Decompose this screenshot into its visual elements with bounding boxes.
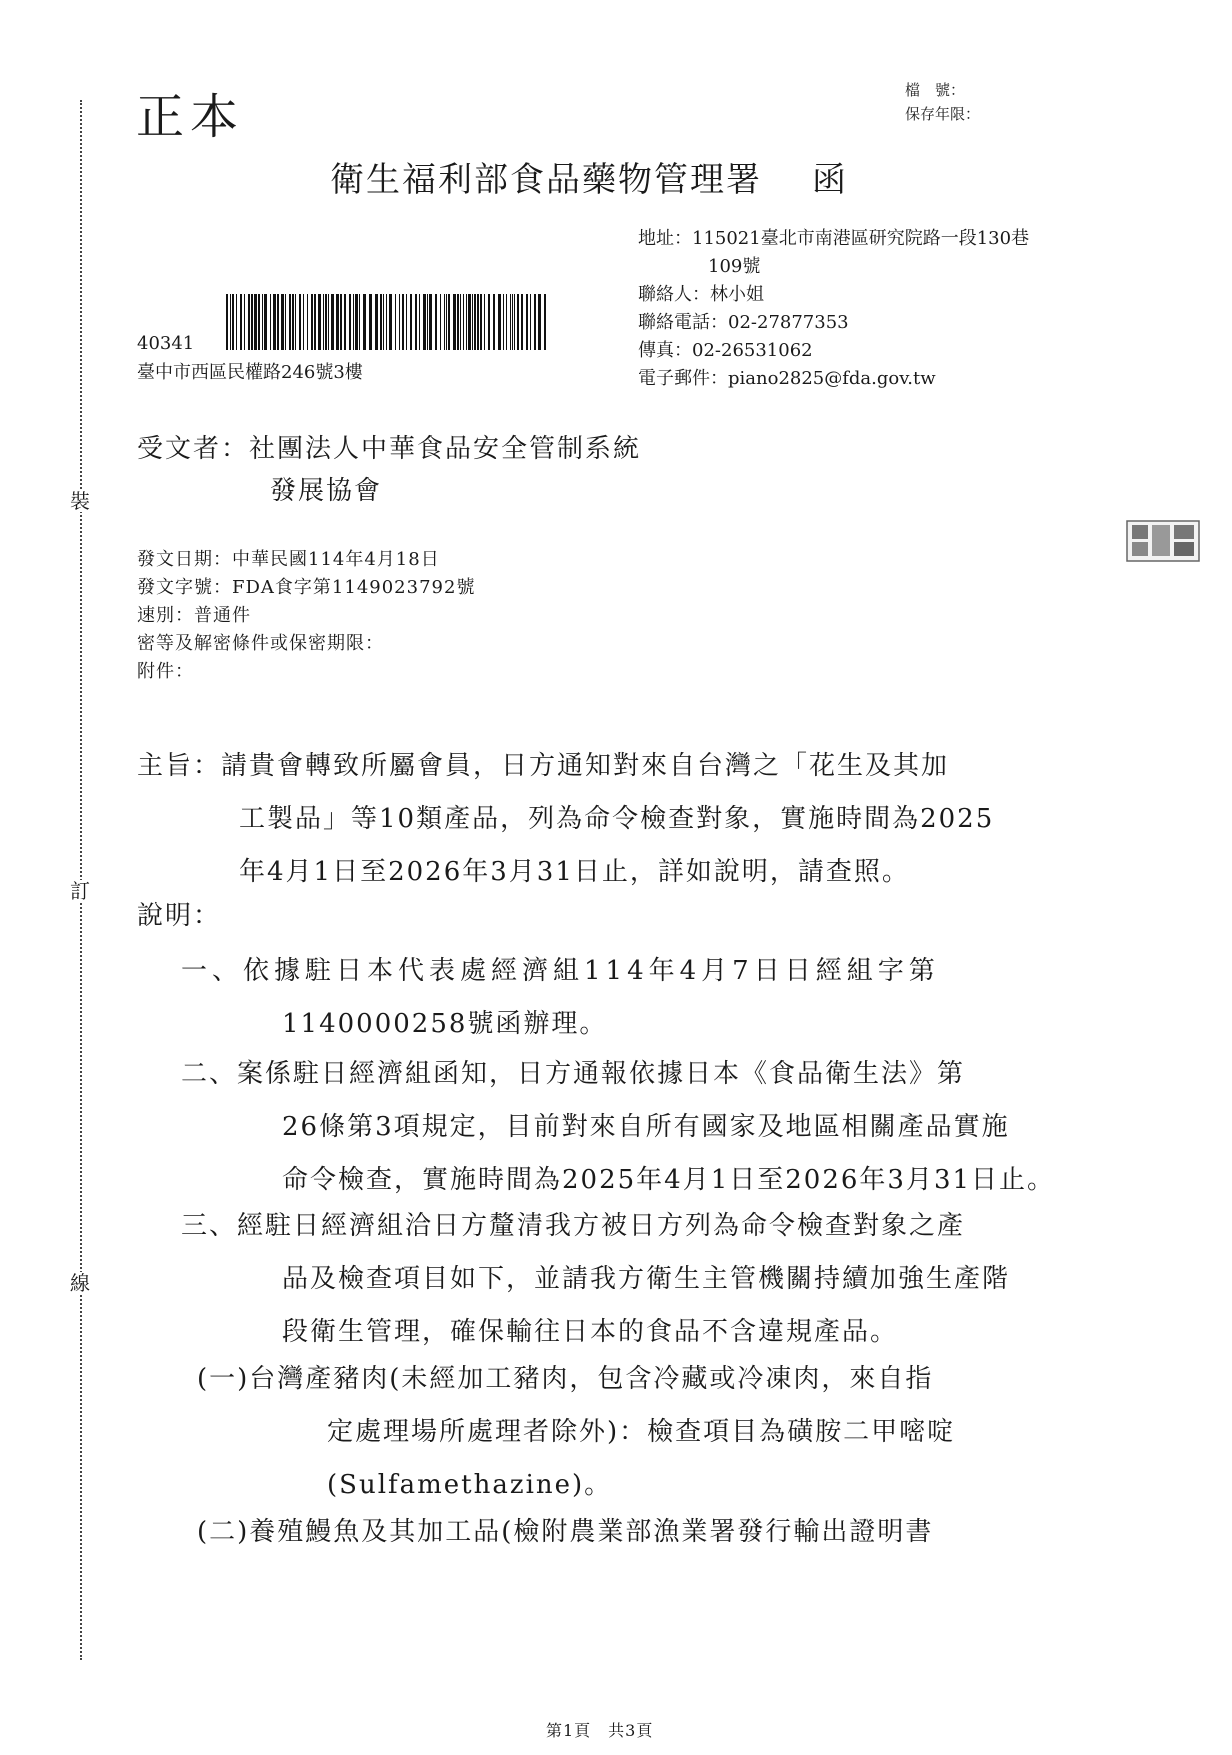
doc-type: 函 (812, 160, 848, 200)
explanation-item-3 (137, 1200, 1141, 1359)
item-1-line-2: 1140000258號函辦理。 (282, 1009, 608, 1039)
retention-label: 保存年限： (905, 105, 981, 123)
recipient (137, 428, 641, 512)
explanation-item-2 (137, 1048, 1141, 1207)
seal-stamp (1126, 520, 1200, 562)
issue-date: 發文日期：中華民國114年4月18日 (137, 549, 440, 570)
explanation-heading: 說明： (137, 901, 222, 931)
item-2-line-3: 命令檢查，實施時間為2025年4月1日至2026年3月31日止。 (282, 1165, 1056, 1195)
subject-paragraph (137, 740, 1097, 899)
postal-barcode (226, 294, 548, 350)
contact-block (638, 225, 1029, 393)
item-3-line-1: 三、經駐日經濟組洽日方釐清我方被日方列為命令檢查對象之產 (181, 1211, 966, 1241)
attachment-label: 附件： (137, 661, 194, 682)
sub-item-1-line-3: (Sulfamethazine)。 (327, 1470, 613, 1500)
mailing-zip: 40341 (137, 333, 195, 354)
item-1-line-1: 一、依據駐日本代表處經濟組114年4月7日日經組字第 (181, 956, 940, 986)
item-2-line-2: 26條第3項規定，目前對來自所有國家及地區相關產品實施 (282, 1112, 1010, 1142)
copy-mark: 正本 (136, 89, 245, 145)
contact-address: 地址：115021臺北市南港區研究院路一段130巷 (638, 228, 1030, 249)
subject-line-3: 年4月1日至2026年3月31日止，詳如說明，請查照。 (239, 857, 910, 887)
security-level: 密等及解密條件或保密期限： (137, 633, 384, 654)
recipient-line-1: 受文者：社團法人中華食品安全管制系統 (137, 434, 642, 464)
sub-item-1-line-2: 定處理場所處理者除外)：檢查項目為磺胺二甲嘧啶 (327, 1417, 956, 1447)
archive-info (905, 78, 980, 126)
recipient-line-2: 發展協會 (270, 476, 383, 506)
agency-name: 衛生福利部食品藥物管理署 (330, 160, 762, 200)
explanation-item-1 (137, 945, 1141, 1051)
sub-item-2 (137, 1506, 1157, 1559)
contact-email: 電子郵件：piano2825@fda.gov.tw (638, 368, 936, 389)
binding-char-xian: 線 (70, 1271, 90, 1295)
page-number: 第1頁 共3頁 (546, 1721, 654, 1740)
explanation-label (137, 890, 1097, 943)
file-number-label: 檔 號： (905, 81, 966, 99)
item-2-line-1: 二、案係駐日經濟組函知，日方通報依據日本《食品衛生法》第 (181, 1059, 966, 1089)
mailing-address: 臺中市西區民權路246號3樓 (137, 362, 363, 383)
sub-item-1-line-1: (一)台灣產豬肉(未經加工豬肉，包含冷藏或冷凍肉，來自指 (197, 1364, 934, 1394)
item-3-line-2: 品及檢查項目如下，並請我方衛生主管機關持續加強生產階 (282, 1264, 1011, 1294)
subject-line-2: 工製品」等10類產品，列為命令檢查對象，實施時間為2025 (239, 804, 995, 834)
binding-char-ding: 訂 (70, 879, 90, 903)
contact-phone: 聯絡電話：02-27877353 (638, 312, 849, 333)
contact-address-cont: 109號 (708, 256, 761, 277)
contact-person: 聯絡人：林小姐 (638, 284, 764, 305)
contact-fax: 傳真：02-26531062 (638, 340, 813, 361)
document-number: 發文字號：FDA食字第1149023792號 (137, 577, 476, 598)
document-meta (137, 546, 475, 686)
delivery-speed: 速別：普通件 (137, 605, 251, 626)
subject-line-1: 主旨：請貴會轉致所屬會員，日方通知對來自台灣之「花生及其加 (137, 751, 950, 781)
sub-item-1 (137, 1353, 1157, 1512)
sub-item-2-line-1: (二)養殖鰻魚及其加工品(檢附農業部漁業署發行輸出證明書 (197, 1517, 934, 1547)
agency-header (330, 152, 848, 201)
item-3-line-3: 段衛生管理，確保輸往日本的食品不含違規產品。 (282, 1317, 899, 1347)
binding-char-zhuang: 裝 (70, 489, 90, 513)
